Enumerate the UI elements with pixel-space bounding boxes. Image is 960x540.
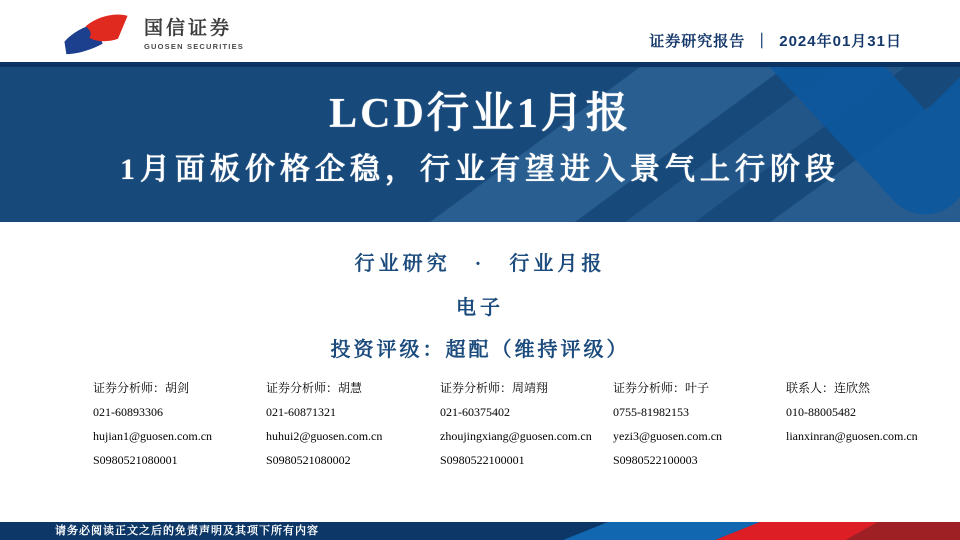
report-subtitle: 1月面板价格企稳，行业有望进入景气上行阶段 (120, 153, 840, 186)
analyst-column (266, 376, 440, 472)
report-series-line: 行业研究 · 行业月报 (354, 253, 606, 275)
industry-label: 电子 (456, 297, 504, 319)
analyst-cert: S0980522100003 (613, 453, 698, 467)
analyst-title: 证券分析师：胡剑 (93, 381, 190, 395)
analyst-cert: S0980521080002 (266, 453, 351, 467)
analyst-cert: S0980521080001 (93, 453, 178, 467)
analyst-column (93, 376, 266, 472)
logo-name-cn: 国信证券 (144, 17, 233, 39)
analyst-email: yezi3@guosen.com.cn (613, 429, 723, 443)
guosen-logo (56, 12, 244, 56)
analyst-title: 证券分析师：周靖翔 (440, 381, 549, 395)
guosen-logo-icon (56, 12, 136, 56)
analyst-phone: 021-60375402 (440, 405, 510, 419)
analyst-email: hujian1@guosen.com.cn (93, 429, 213, 443)
analyst-email: huhui2@guosen.com.cn (266, 429, 383, 443)
analyst-title: 证券分析师：胡慧 (266, 381, 363, 395)
header-meta (649, 30, 902, 51)
report-type-label: 证券研究报告 (649, 33, 746, 50)
analyst-column (613, 376, 786, 472)
logo-name-en: GUOSEN SECURITIES (144, 41, 244, 51)
contact-column (786, 376, 933, 472)
analyst-phone: 0755-81982153 (613, 405, 689, 419)
report-title: LCD行业1月报 (329, 91, 631, 137)
footer-bar (0, 522, 960, 540)
analyst-title: 证券分析师：叶子 (613, 381, 710, 395)
analyst-phone: 021-60871321 (266, 405, 336, 419)
disclaimer-text: 请务必阅读正文之后的免责声明及其项下所有内容 (55, 525, 319, 537)
analyst-phone: 021-60893306 (93, 405, 163, 419)
investment-rating-line: 投资评级：超配（维持评级） (330, 339, 630, 361)
contact-email: lianxinran@guosen.com.cn (786, 429, 918, 443)
header-bar (0, 0, 960, 62)
header-divider: ｜ (754, 33, 771, 50)
analyst-cert: S0980522100001 (440, 453, 525, 467)
analyst-column (440, 376, 613, 472)
analyst-email: zhoujingxiang@guosen.com.cn (440, 429, 592, 443)
contact-title: 联系人：连欣然 (786, 381, 871, 395)
logo-text (144, 18, 244, 51)
report-date: 2024年01月31日 (779, 33, 902, 50)
title-banner (0, 67, 960, 222)
analysts-section (93, 376, 933, 472)
contact-phone: 010-88005482 (786, 405, 856, 419)
